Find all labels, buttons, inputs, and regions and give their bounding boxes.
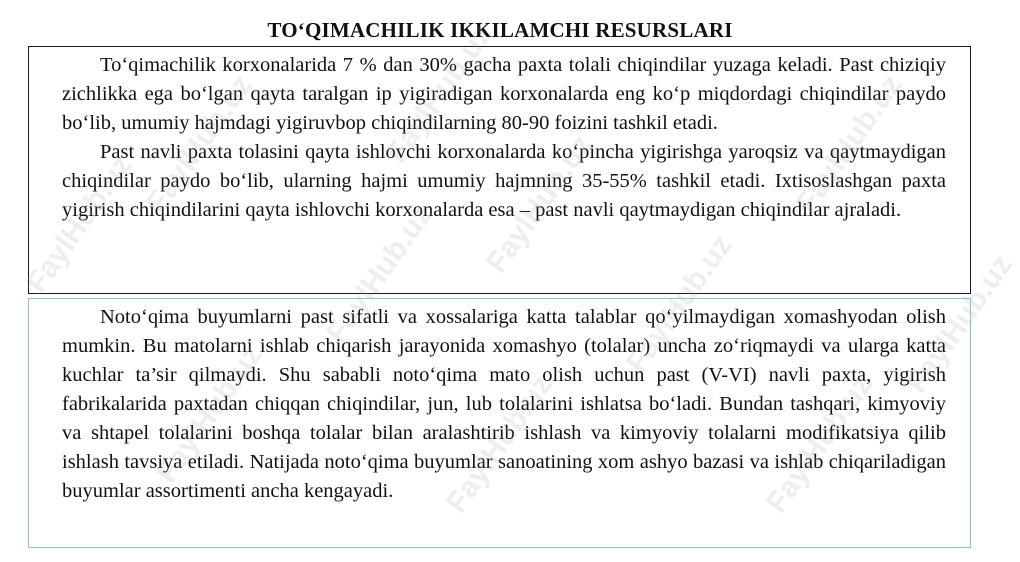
watermark: FaylHub.uz [320,198,439,349]
watermark: FaylHub.uz [20,148,139,299]
text-box-top [28,46,971,294]
text-box-bottom [28,298,971,548]
watermark: FaylHub.uz [150,338,269,489]
watermark: FaylHub.uz [440,368,559,519]
watermark: FaylHub.uz [620,228,739,379]
watermark: FaylHub.uz [380,18,499,169]
paragraph-3: Noto‘qima buyumlarni past sifatli va xossalariga katta talablar qo‘yilmaydigan xomashyodan olish mumkin. Bu matolarni ishlab chiqarish jarayonida xomashyo (tolalar) uncha zo‘riqmaydi va ularga katta kuchlar ta’sir qilmaydi. Shu sababli noto‘qima mato olish uchun past (V-VI) navli paxta, yigirish fabrikalarida paxtadan chiqqan chiqindilar, jun, lub tolalarini ishlatsa bo‘ladi. Bundan tashqari, kimyoviy va shtapel tolalarini boshqa tolalar bilan aralashtirib ishlash va kimyoviy tolalarni modifikatsiya qilib ishlash tavsiya etiladi. Natijada noto‘qima buyumlar sanoatining xom ashyo bazasi va ishlab chiqariladigan buyumlar assortimenti ancha kengayadi. [62,306,946,502]
watermark: FaylHub.uz [140,68,259,219]
paragraph-1: To‘qimachilik korxonalarida 7 % dan 30% gacha paxta tolali chiqindilar yuzaga keladi. Past chiziqiy zichlikka ega bo‘lgan qayta taralgan ip yigiradigan korxonalarda eng ko‘p miqdordagi chiqindilar paydo bo‘lib, umumiy hajmdagi yigiruvbop chiqindilarning 80-90 foizini tashkil etadi. [62,54,946,134]
watermark: FaylHub.uz [790,68,909,219]
page-title: TO‘QIMACHILIK IKKILAMCHI RESURSLARI [267,18,733,42]
watermark: FaylHub.uz [480,128,599,279]
watermark: FaylHub.uz [760,368,879,519]
watermark: FaylHub.uz [900,248,1019,399]
paragraph-2: Past navli paxta tolasini qayta ishlovchi korxonalarda ko‘pincha yigirishga yaroqsiz va qaytmaydigan chiqindilar paydo bo‘lib, ularning hajmi umumiy hajmning 35-55% tashkil etadi. Ixtisoslashgan paxta yigirish chiqindilarini qayta ishlovchi korxonalarda esa – past navli qaytmaydigan chiqindilar ajraladi. [62,141,946,221]
